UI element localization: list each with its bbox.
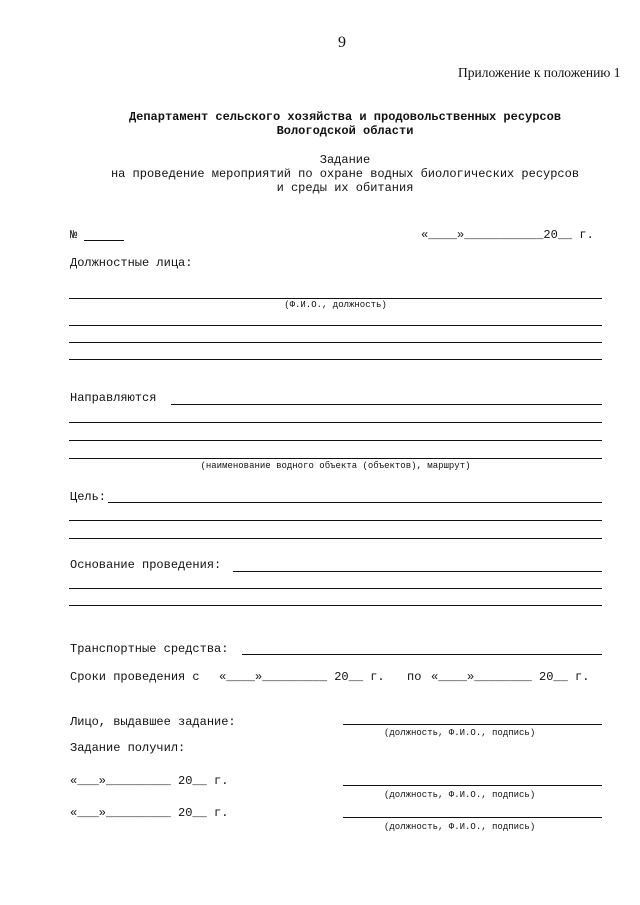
purpose-label: Цель: [70, 490, 107, 504]
basis-line-3[interactable] [69, 605, 602, 606]
receiver-sign-caption-1: (должность, Ф.И.О., подпись) [384, 790, 536, 800]
basis-label: Основание проведения: [70, 558, 222, 572]
officials-line-4[interactable] [69, 359, 602, 360]
officials-label: Должностные лица: [70, 256, 193, 270]
department-line-2: Вологодской области [276, 124, 414, 138]
received-label: Задание получил: [70, 741, 186, 755]
purpose-line-3[interactable] [69, 538, 602, 539]
issuer-label: Лицо, выдавшее задание: [70, 715, 236, 729]
title-line-2: на проведение мероприятий по охране водных биологических ресурсов [110, 167, 580, 181]
received-date-1: «___»_________ 20__ г. [70, 774, 229, 788]
transport-label: Транспортные средства: [70, 642, 229, 656]
title-line-1: Задание [319, 153, 371, 167]
issuer-sign-caption: (должность, Ф.И.О., подпись) [384, 728, 536, 738]
directed-line-4[interactable] [69, 458, 602, 459]
issuer-sign-line[interactable] [343, 724, 602, 725]
receiver-sign-caption-2: (должность, Ф.И.О., подпись) [384, 822, 536, 832]
officials-line-3[interactable] [69, 342, 602, 343]
terms-to-label: по [407, 670, 422, 684]
officials-line-1[interactable] [69, 298, 602, 299]
date-line: «____»___________20__ г. [421, 228, 594, 242]
receiver-sign-line-1[interactable] [343, 785, 602, 786]
appendix-note: Приложение к положению 1 [458, 65, 621, 80]
number-field-line[interactable] [84, 240, 124, 241]
terms-from-date: «____»_________ 20__ г. [219, 670, 385, 684]
basis-line-2[interactable] [69, 588, 602, 589]
terms-to-date: «____»________ 20__ г. [431, 670, 590, 684]
received-date-2: «___»_________ 20__ г. [70, 806, 229, 820]
receiver-sign-line-2[interactable] [343, 817, 602, 818]
water-object-caption: (наименование водного объекта (объектов), маршрут) [200, 461, 471, 471]
officials-caption: (Ф.И.О., должность) [284, 300, 387, 310]
directed-line-3[interactable] [69, 440, 602, 441]
department-line-1: Департамент сельского хозяйства и продовольственных ресурсов [128, 110, 562, 124]
directed-line-2[interactable] [69, 422, 602, 423]
directed-line-1[interactable] [171, 404, 602, 405]
number-label: № [70, 228, 78, 242]
page-number: 9 [338, 34, 346, 51]
basis-line-1[interactable] [233, 571, 602, 572]
terms-label: Сроки проведения с [70, 670, 200, 684]
directed-label: Направляются [70, 391, 157, 405]
title-line-3: и среды их обитания [276, 181, 414, 195]
transport-line[interactable] [242, 654, 602, 655]
purpose-line-2[interactable] [69, 520, 602, 521]
purpose-line-1[interactable] [108, 502, 602, 503]
officials-line-2[interactable] [69, 325, 602, 326]
